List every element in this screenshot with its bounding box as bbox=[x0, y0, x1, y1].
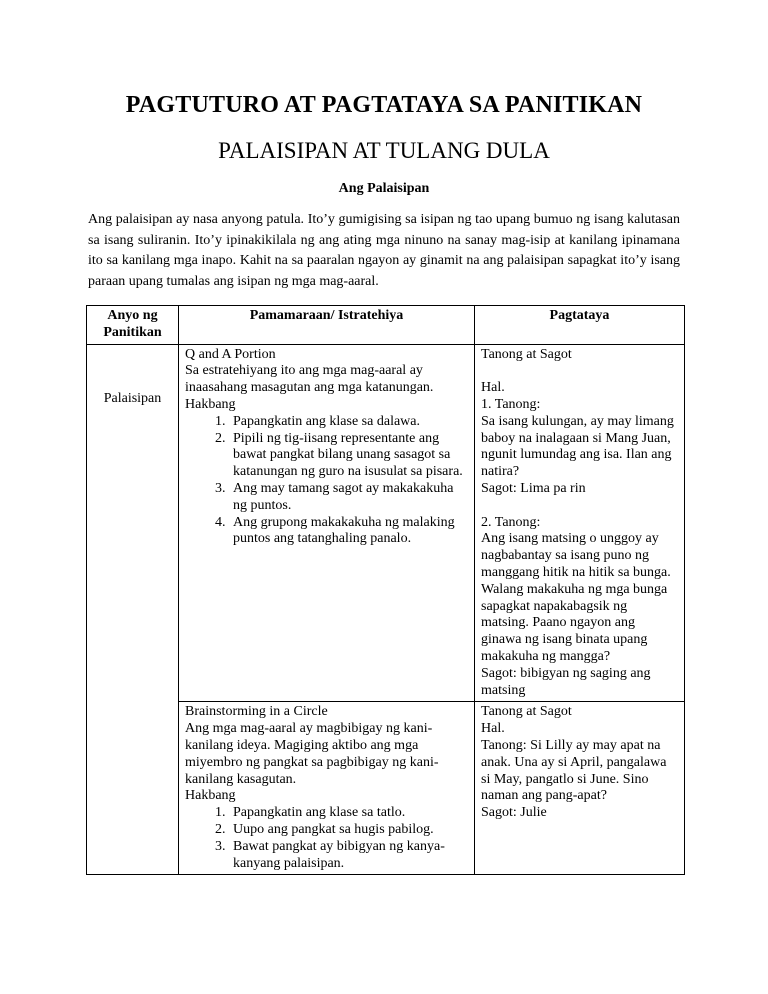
evaluation-title: Tanong at Sagot bbox=[481, 704, 572, 720]
strategy-cell bbox=[179, 702, 475, 875]
strategy-description: Ang mga mag-aaral ay magbibigay ng kani-kanilang ideya. Magiging aktibo ang mga miyembro ng pangkat sa pagbibigay ng kani-kanilang kasagutan. bbox=[185, 721, 439, 787]
list-item: 2. Uupo ang pangkat sa hugis pabilog. bbox=[229, 822, 468, 839]
header-pamamaraan: Pamamaraan/ Istratehiya bbox=[179, 306, 475, 345]
page-subtitle: PALAISIPAN AT TULANG DULA bbox=[218, 138, 550, 163]
intro-paragraph: Ang palaisipan ay nasa anyong patula. Ito’y gumigising sa isipan ng tao upang bumuo ng isang kalutasan sa isang suliranin. Ito’y ipinakikilala ng ang ating mga ninuno na sanay mag-isip at kanilang ipinamana ito sa kanilang mga inapo. Kahit na sa paaralan ngayon ay ginamit na ang palaisipan sapagkat ito’y isang paraan upang tumalas ang isipan ng mga mag-aaral. bbox=[88, 212, 680, 289]
hakbang-label: Hakbang bbox=[185, 788, 236, 804]
question-text: Sa isang kulungan, ay may limang baboy na inalagaan si Mang Juan, ngunit lumundag ang isa. Ilan ang natira? bbox=[481, 413, 674, 480]
evaluation-title: Tanong at Sagot bbox=[481, 346, 572, 362]
header-pagtataya: Pagtataya bbox=[475, 306, 685, 345]
list-item: 1. Papangkatin ang klase sa dalawa. bbox=[229, 414, 468, 431]
list-item: 3. Ang may tamang sagot ay makakakuha ng puntos. bbox=[229, 481, 468, 515]
steps-list bbox=[185, 805, 468, 872]
section-title: Ang Palaisipan bbox=[338, 181, 430, 196]
answer-text: Sagot: Lima pa rin bbox=[481, 480, 586, 496]
list-item: 2. Pipili ng tig-iisang representante ang bawat pangkat bilang unang sasagot sa katanungan ng guro na isusulat sa pisara. bbox=[229, 431, 468, 481]
hakbang-label: Hakbang bbox=[185, 396, 236, 412]
spacer bbox=[481, 498, 678, 515]
example-label: Hal. bbox=[481, 380, 505, 396]
spacer bbox=[481, 363, 678, 380]
list-item: 3. Bawat pangkat ay bibigyan ng kanya-kanyang palaisipan. bbox=[229, 839, 468, 873]
question-text: Ang isang matsing o unggoy ay nagbabantay sa isang puno ng manggang hitik na hitik sa bunga. Walang makakuha ng mga bunga sapagkat napakabagsik ng matsing. Paano ngayon ang ginawa ng isang binata upang makakuha ng mangga? bbox=[481, 531, 671, 664]
strategy-description: Sa estratehiyang ito ang mga mag-aaral ay inaasahang masagutan ang mga katanungan. bbox=[185, 363, 434, 396]
list-item: 4. Ang grupong makakakuha ng malaking puntos ang tatanghaling panalo. bbox=[229, 515, 468, 549]
steps-list bbox=[185, 414, 468, 548]
strategy-table bbox=[86, 305, 685, 875]
header-anyo: Anyo ng Panitikan bbox=[87, 306, 179, 345]
answer-text: Sagot: Julie bbox=[481, 805, 547, 821]
page-title: PAGTUTURO AT PAGTATAYA SA PANITIKAN bbox=[125, 92, 643, 118]
example-label: Hal. bbox=[481, 721, 505, 737]
question-label: 1. Tanong: bbox=[481, 396, 541, 412]
strategy-cell bbox=[179, 344, 475, 702]
list-item: 1. Papangkatin ang klase sa tatlo. bbox=[229, 805, 468, 822]
table-row bbox=[87, 344, 685, 702]
strategy-title: Q and A Portion bbox=[185, 346, 276, 362]
evaluation-cell bbox=[475, 702, 685, 875]
evaluation-cell bbox=[475, 344, 685, 702]
strategy-title: Brainstorming in a Circle bbox=[185, 704, 328, 720]
question-label: 2. Tanong: bbox=[481, 514, 541, 530]
table-header-row bbox=[87, 306, 685, 345]
anyo-cell: Palaisipan bbox=[87, 344, 179, 875]
answer-text: Sagot: bibigyan ng saging ang matsing bbox=[481, 665, 651, 698]
question-text: Tanong: Si Lilly ay may apat na anak. Una ay si April, pangalawa si May, pangatlo si June. Sino naman ang pang-apat? bbox=[481, 737, 667, 804]
